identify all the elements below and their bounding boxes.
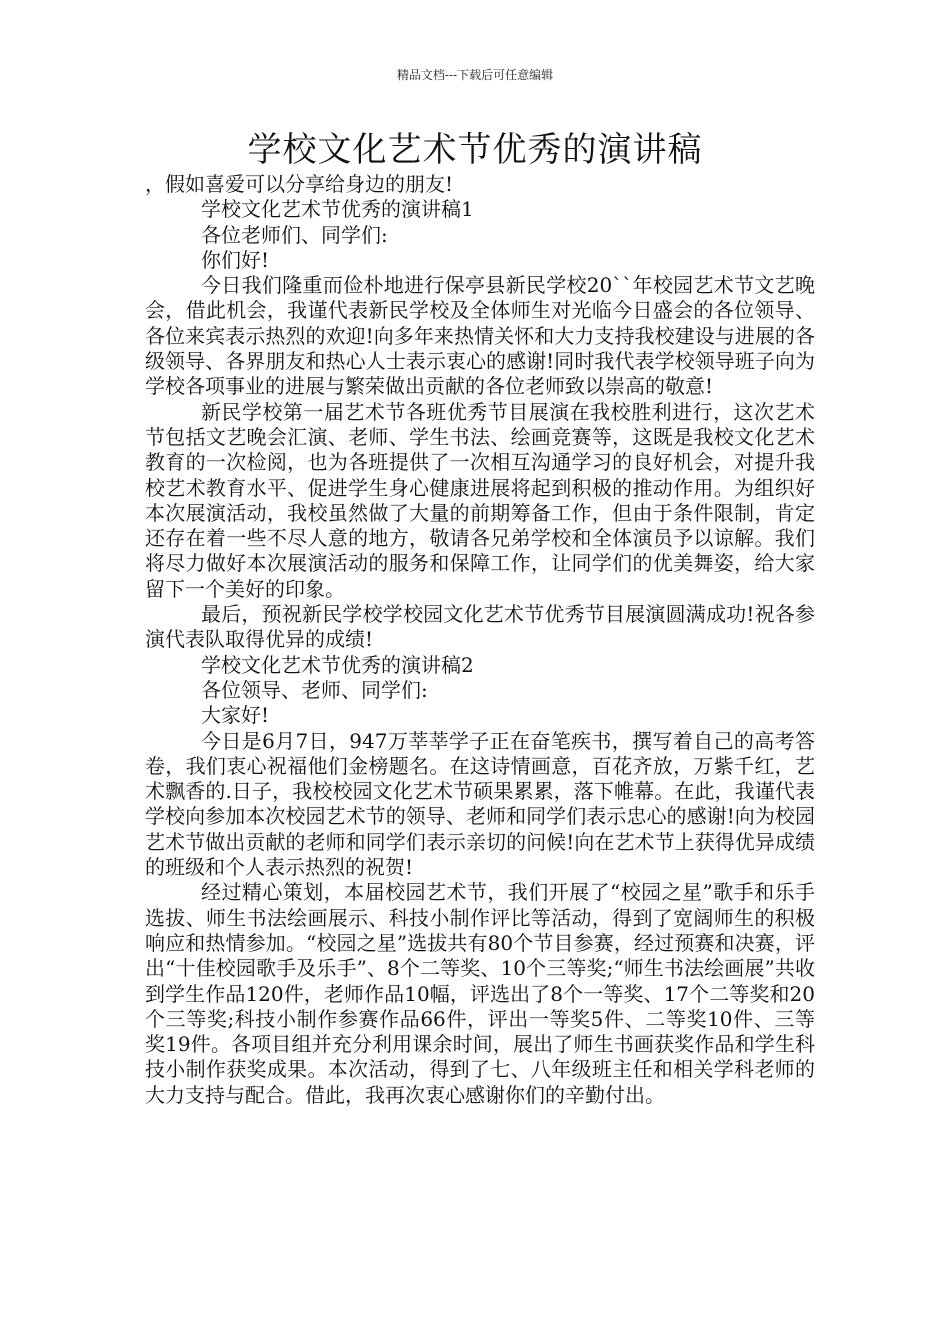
paragraph: 新民学校第一届艺术节各班优秀节目展演在我校胜利进行，这次艺术节包括文艺晚会汇演、老师、学生书法、绘画竞赛等，这既是我校文化艺术教育的一次检阅，也为各班提供了一次相互沟通学习的良好机会，对提升我校艺术教育水平、促进学生身心健康进展将起到积极的推动作用。为组织好本次展演活动，我校虽然做了大量的前期筹备工作，但由于条件限制，肯定还存在着一些不尽人意的地方，敬请各兄弟学校和全体演员予以谅解。我们将尽力做好本次展演活动的服务和保障工作，让同学们的优美舞姿，给大家留下一个美好的印象。 [145,399,815,601]
document-title: 学校文化艺术节优秀的演讲稿 [247,130,703,170]
salutation-2: 各位领导、老师、同学们: [201,677,428,702]
document-body [145,172,815,1108]
paragraph: 今日我们隆重而俭朴地进行保亭县新民学校20``年校园艺术节文艺晚会，借此机会，我谨代表新民学校及全体师生对光临今日盛会的各位领导、各位来宾表示热烈的欢迎!向多年来热情关怀和大力支持我校建设与进展的各级领导、各界朋友和热心人士表示衷心的感谢!同时我代表学校领导班子向为学校各项事业的进展与繁荣做出贡献的各位老师致以崇高的敬意! [145,273,815,399]
section-heading-2: 学校文化艺术节优秀的演讲稿2 [201,652,474,677]
greeting-1: 你们好! [201,247,270,272]
section-heading-1: 学校文化艺术节优秀的演讲稿1 [201,197,474,222]
paragraph: 经过精心策划，本届校园艺术节，我们开展了“校园之星”歌手和乐手选拔、师生书法绘画展示、科技小制作评比等活动，得到了宽阔师生的积极响应和热情参加。“校园之星”选拔共有80个节目参赛，经过预赛和决赛，评出“十佳校园歌手及乐手”、8个二等奖、10个三等奖;“师生书法绘画展”共收到学生作品120件，老师作品10幅，评选出了8个一等奖、17个二等奖和20个三等奖;科技小制作参赛作品66件，评出一等奖5件、二等奖10件、三等奖19件。各项目组并充分利用课余时间，展出了师生书画获奖作品和学生科技小制作获奖成果。本次活动，得到了七、八年级班主任和相关学科老师的大力支持与配合。借此，我再次衷心感谢你们的辛勤付出。 [145,880,815,1107]
intro-line: ，假如喜爱可以分享给身边的朋友! [145,172,454,196]
paragraph: 最后，预祝新民学校学校园文化艺术节优秀节目展演圆满成功!祝各参演代表队取得优异的成绩! [145,602,815,652]
page-header: 精品文档---下载后可任意编辑 [396,68,554,82]
paragraph: 今日是6月7日，947万莘莘学子正在奋笔疾书，撰写着自己的高考答卷，我们衷心祝福他们金榜题名。在这诗情画意，百花齐放，万紫千红，艺术飘香的.日子，我校校园文化艺术节硕果累累，落下帷幕。在此，我谨代表学校向参加本次校园艺术节的领导、老师和同学们表示忠心的感谢!向为校园艺术节做出贡献的老师和同学们表示亲切的问候!向在艺术节上获得优异成绩的班级和个人表示热烈的祝贺! [145,728,815,880]
greeting-2: 大家好! [201,703,270,728]
salutation-1: 各位老师们、同学们: [201,222,388,247]
